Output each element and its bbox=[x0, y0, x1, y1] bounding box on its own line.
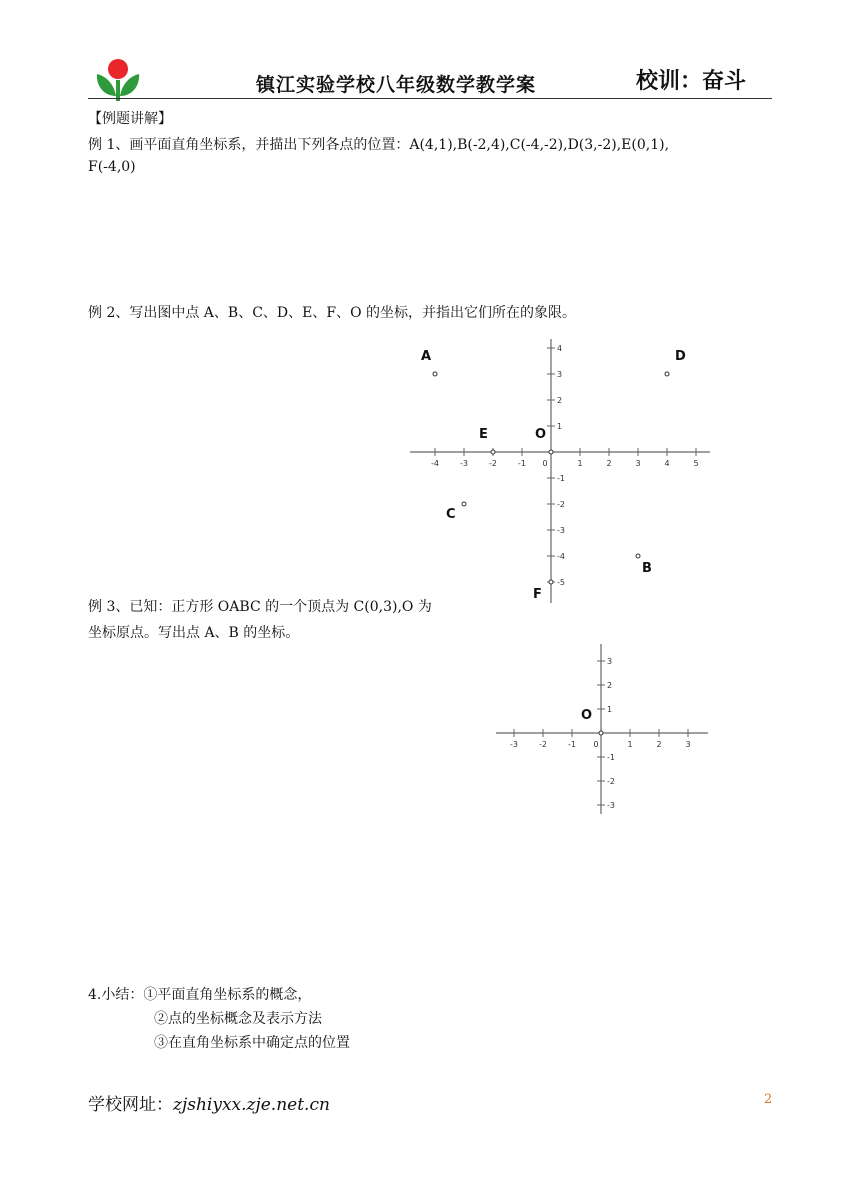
point-o bbox=[549, 450, 553, 454]
example1-line1: 例 1、画平面直角坐标系，并描出下列各点的位置：A(4,1),B(-2,4),C(-4,-2),D(3,-2),E(0,1), bbox=[88, 137, 670, 153]
y-tick-label: 1 bbox=[607, 705, 613, 714]
x-tick-label: 4 bbox=[664, 459, 670, 468]
x-tick-label: -4 bbox=[431, 459, 439, 468]
x-tick-label: -2 bbox=[539, 740, 547, 749]
summary-line3: ③在直角坐标系中确定点的位置 bbox=[154, 1035, 350, 1051]
example3-line1: 例 3、已知：正方形 OABC 的一个顶点为 C(0,3),O 为 bbox=[88, 599, 432, 615]
point-label-e: E bbox=[479, 427, 488, 442]
summary-line1: 4.小结：①平面直角坐标系的概念， bbox=[88, 987, 312, 1003]
x-tick-label: -3 bbox=[460, 459, 468, 468]
y-tick-label: -3 bbox=[557, 526, 565, 535]
y-tick-label: -2 bbox=[607, 777, 615, 786]
y-tick-label: 1 bbox=[557, 422, 563, 431]
point-label-d: D bbox=[675, 349, 686, 364]
x-tick-label: 5 bbox=[693, 459, 699, 468]
page-number: 2 bbox=[764, 1092, 773, 1107]
x-tick-label: 3 bbox=[635, 459, 641, 468]
y-tick-label: -5 bbox=[557, 578, 565, 587]
point-f bbox=[549, 580, 553, 584]
x-tick-label: -1 bbox=[518, 459, 526, 468]
point-e bbox=[491, 450, 495, 454]
footer-website bbox=[88, 1090, 330, 1115]
example3-coordinate-graph bbox=[490, 640, 720, 818]
point-a bbox=[433, 372, 437, 376]
y-tick-label: 2 bbox=[557, 396, 563, 405]
x-tick-label: 3 bbox=[685, 740, 691, 749]
footer-label: 学校网址： bbox=[88, 1095, 173, 1115]
example2-text: 例 2、写出图中点 A、B、C、D、E、F、O 的坐标，并指出它们所在的象限。 bbox=[88, 305, 577, 321]
example3-line2: 坐标原点。写出点 A、B 的坐标。 bbox=[88, 625, 300, 641]
y-tick-label: 3 bbox=[557, 370, 563, 379]
x-tick-label: 0 bbox=[542, 459, 548, 468]
x-tick-label: 1 bbox=[627, 740, 633, 749]
point-d bbox=[665, 372, 669, 376]
point-label-f: F bbox=[533, 587, 542, 602]
summary-line2: ②点的坐标概念及表示方法 bbox=[154, 1011, 322, 1027]
footer-url[interactable]: zjshiyxx.zje.net.cn bbox=[173, 1095, 330, 1115]
point-label-o: O bbox=[535, 427, 547, 442]
school-logo bbox=[94, 56, 142, 102]
x-tick-label: -3 bbox=[510, 740, 518, 749]
x-tick-label: -1 bbox=[568, 740, 576, 749]
point-label-a: A bbox=[421, 349, 432, 364]
y-tick-label: 4 bbox=[557, 344, 563, 353]
point-label-b: B bbox=[642, 561, 652, 576]
y-tick-label: 3 bbox=[607, 657, 613, 666]
point-c bbox=[462, 502, 466, 506]
y-tick-label: -2 bbox=[557, 500, 565, 509]
section-title: 【例题讲解】 bbox=[88, 111, 172, 127]
example1-line2: F(-4,0) bbox=[88, 159, 136, 175]
origin-label: O bbox=[581, 708, 593, 723]
x-tick-label: 0 bbox=[593, 740, 599, 749]
school-title: 镇江实验学校八年级数学教学案 bbox=[256, 74, 537, 96]
header-divider bbox=[88, 98, 772, 99]
y-tick-label: -4 bbox=[557, 552, 565, 561]
point-label-c: C bbox=[446, 507, 456, 522]
y-tick-label: -1 bbox=[607, 753, 615, 762]
y-tick-label: -3 bbox=[607, 801, 615, 810]
x-tick-label: -2 bbox=[489, 459, 497, 468]
example2-coordinate-graph bbox=[400, 335, 720, 610]
x-tick-label: 2 bbox=[656, 740, 662, 749]
point-o bbox=[599, 731, 603, 735]
x-tick-label: 1 bbox=[577, 459, 583, 468]
x-tick-label: 2 bbox=[606, 459, 612, 468]
y-tick-label: 2 bbox=[607, 681, 613, 690]
point-b bbox=[636, 554, 640, 558]
y-tick-label: -1 bbox=[557, 474, 565, 483]
school-motto: 校训：奋斗 bbox=[636, 69, 747, 94]
